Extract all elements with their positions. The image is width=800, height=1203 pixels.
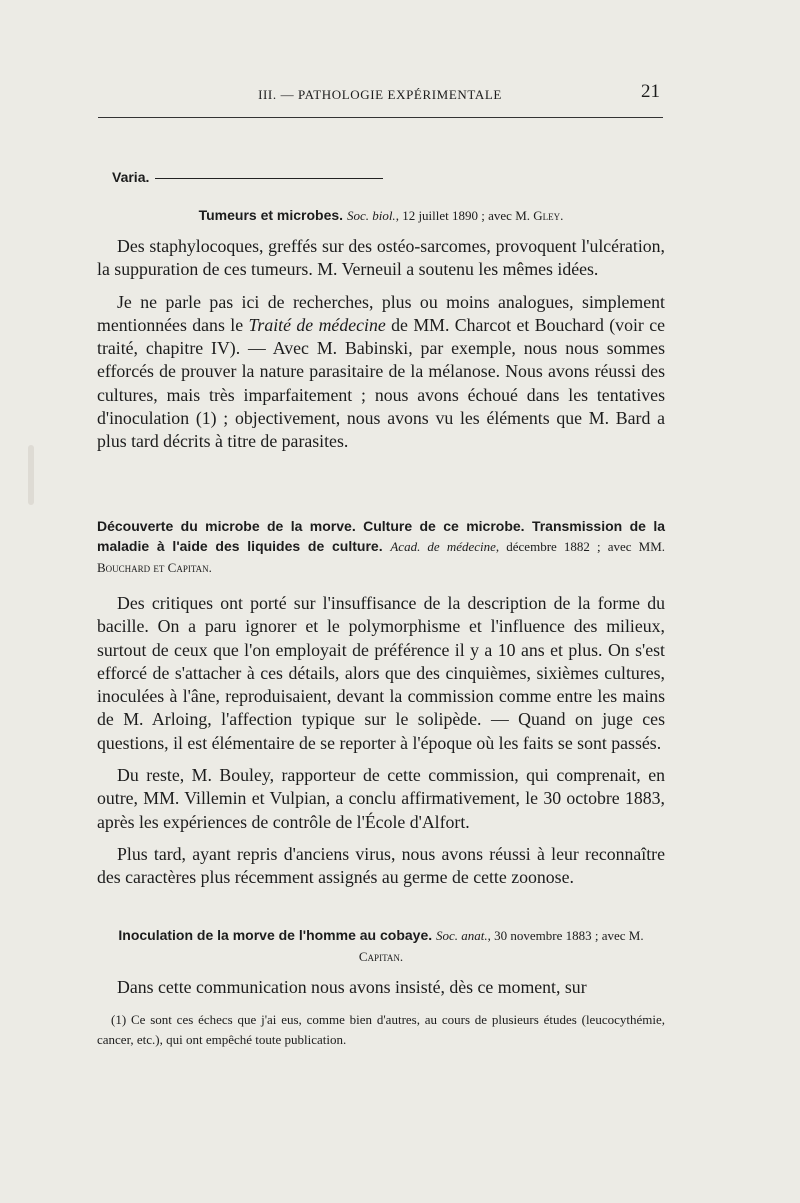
section-heading: [112, 169, 383, 185]
entry-title: Découverte du microbe de la morve. Culture de ce microbe. Transmission de la maladie à l'aide des liquides de culture.: [97, 518, 665, 554]
footnote: [97, 1010, 665, 1049]
running-head: [98, 80, 662, 110]
paragraph-text: de MM. Charcot et Bouchard (voir ce traité, chapitre IV). — Avec M. Babinski, par exemple, nous nous sommes efforcés de prouver la nature parasitaire de la mélanose. Nous avons réussi des cultures, mais très imparfaitement ; nous avons échoué dans les tentatives d'inoculation (1) ; objectivement, nous avons vu les éléments que M. Bard a plus tard décrits à titre de parasites.: [97, 314, 666, 452]
section-rule: [155, 178, 383, 179]
paragraph-text: Je ne parle pas ici de recherches, plus ou moins analogues, simplement mentionnées dans le: [97, 291, 665, 335]
ref-journal: Acad. de médecine: [390, 539, 496, 554]
section-label: Varia.: [112, 169, 150, 185]
entry-reference: [347, 208, 563, 223]
ref-end: .: [399, 949, 404, 964]
entry-inoculation: [97, 925, 665, 999]
ref-end: .: [560, 208, 564, 223]
ref-journal: Soc. anat.: [436, 928, 488, 943]
footnote-text: Ce sont ces échecs que j'ai eus, comme bien d'autres, au cours de plusieurs études (leucocythémie, cancer, etc.), qui ont empêché toute publication.: [97, 1012, 665, 1047]
entry-tumeurs: [97, 205, 665, 454]
paragraph-italic: Traité de médecine: [248, 314, 386, 335]
paragraph: Dans cette communication nous avons insisté, dès ce moment, sur: [117, 977, 587, 997]
entry-heading: [97, 516, 665, 578]
running-title: III. — PATHOLOGIE EXPÉRIMENTALE: [258, 87, 502, 102]
ref-end: .: [208, 560, 212, 575]
paragraph: Des critiques ont porté sur l'insuffisance de la description de la forme du bacille. On a paru ignorer et le polymorphisme et l'influence des milieux, surtout de ceux que l'on employait de préférence il y a 10 ans et plus. On s'est efforcé de s'attacher à ces détails, alors que des cinquièmes, sixièmes cultures, inoculées à l'âne, reproduisaient, devant la commission comme entre les mains de M. Arloing, l'affection typique sur le solipède. — Quand on juge ces questions, il est élémentaire de se reporter à l'époque où les faits se sont passés.: [97, 593, 665, 753]
entry-morve: [97, 516, 665, 890]
page-number: 21: [641, 81, 660, 102]
ref-details: , décembre 1882 ; avec MM.: [495, 539, 666, 554]
ref-author: Capitan: [358, 949, 400, 964]
entry-title: Inoculation de la morve de l'homme au cobaye.: [118, 927, 433, 943]
ref-details: , 12 juillet 1890 ; avec M.: [395, 208, 534, 223]
ref-details: , 30 novembre 1883 ; avec M.: [487, 928, 644, 943]
paragraph: Des staphylocoques, greffés sur des ostéo-sarcomes, provoquent l'ulcération, la suppuration de ces tumeurs. M. Verneuil a soutenu les mêmes idées.: [97, 236, 665, 280]
entry-heading: [97, 205, 665, 226]
ref-author: Gley: [533, 208, 561, 223]
paragraph: [97, 291, 665, 454]
entry-title: Tumeurs et microbes.: [198, 207, 344, 223]
ref-author: Bouchard et Capitan: [97, 560, 209, 575]
paper-stain: [28, 445, 34, 505]
paragraph: Plus tard, ayant repris d'anciens virus, nous avons réussi à leur reconnaître des caractères plus récemment assignés au germe de cette zoonose.: [97, 843, 665, 888]
entry-heading: [97, 925, 665, 967]
ref-journal: Soc. biol.: [346, 208, 396, 223]
header-rule: [98, 117, 663, 118]
paragraph: Du reste, M. Bouley, rapporteur de cette commission, qui comprenait, en outre, MM. Villemin et Vulpian, a conclu affirmativement, le 30 octobre 1883, après les expériences de contrôle de l'École d'Alfort.: [97, 765, 665, 832]
footnote-marker: (1): [111, 1012, 127, 1027]
